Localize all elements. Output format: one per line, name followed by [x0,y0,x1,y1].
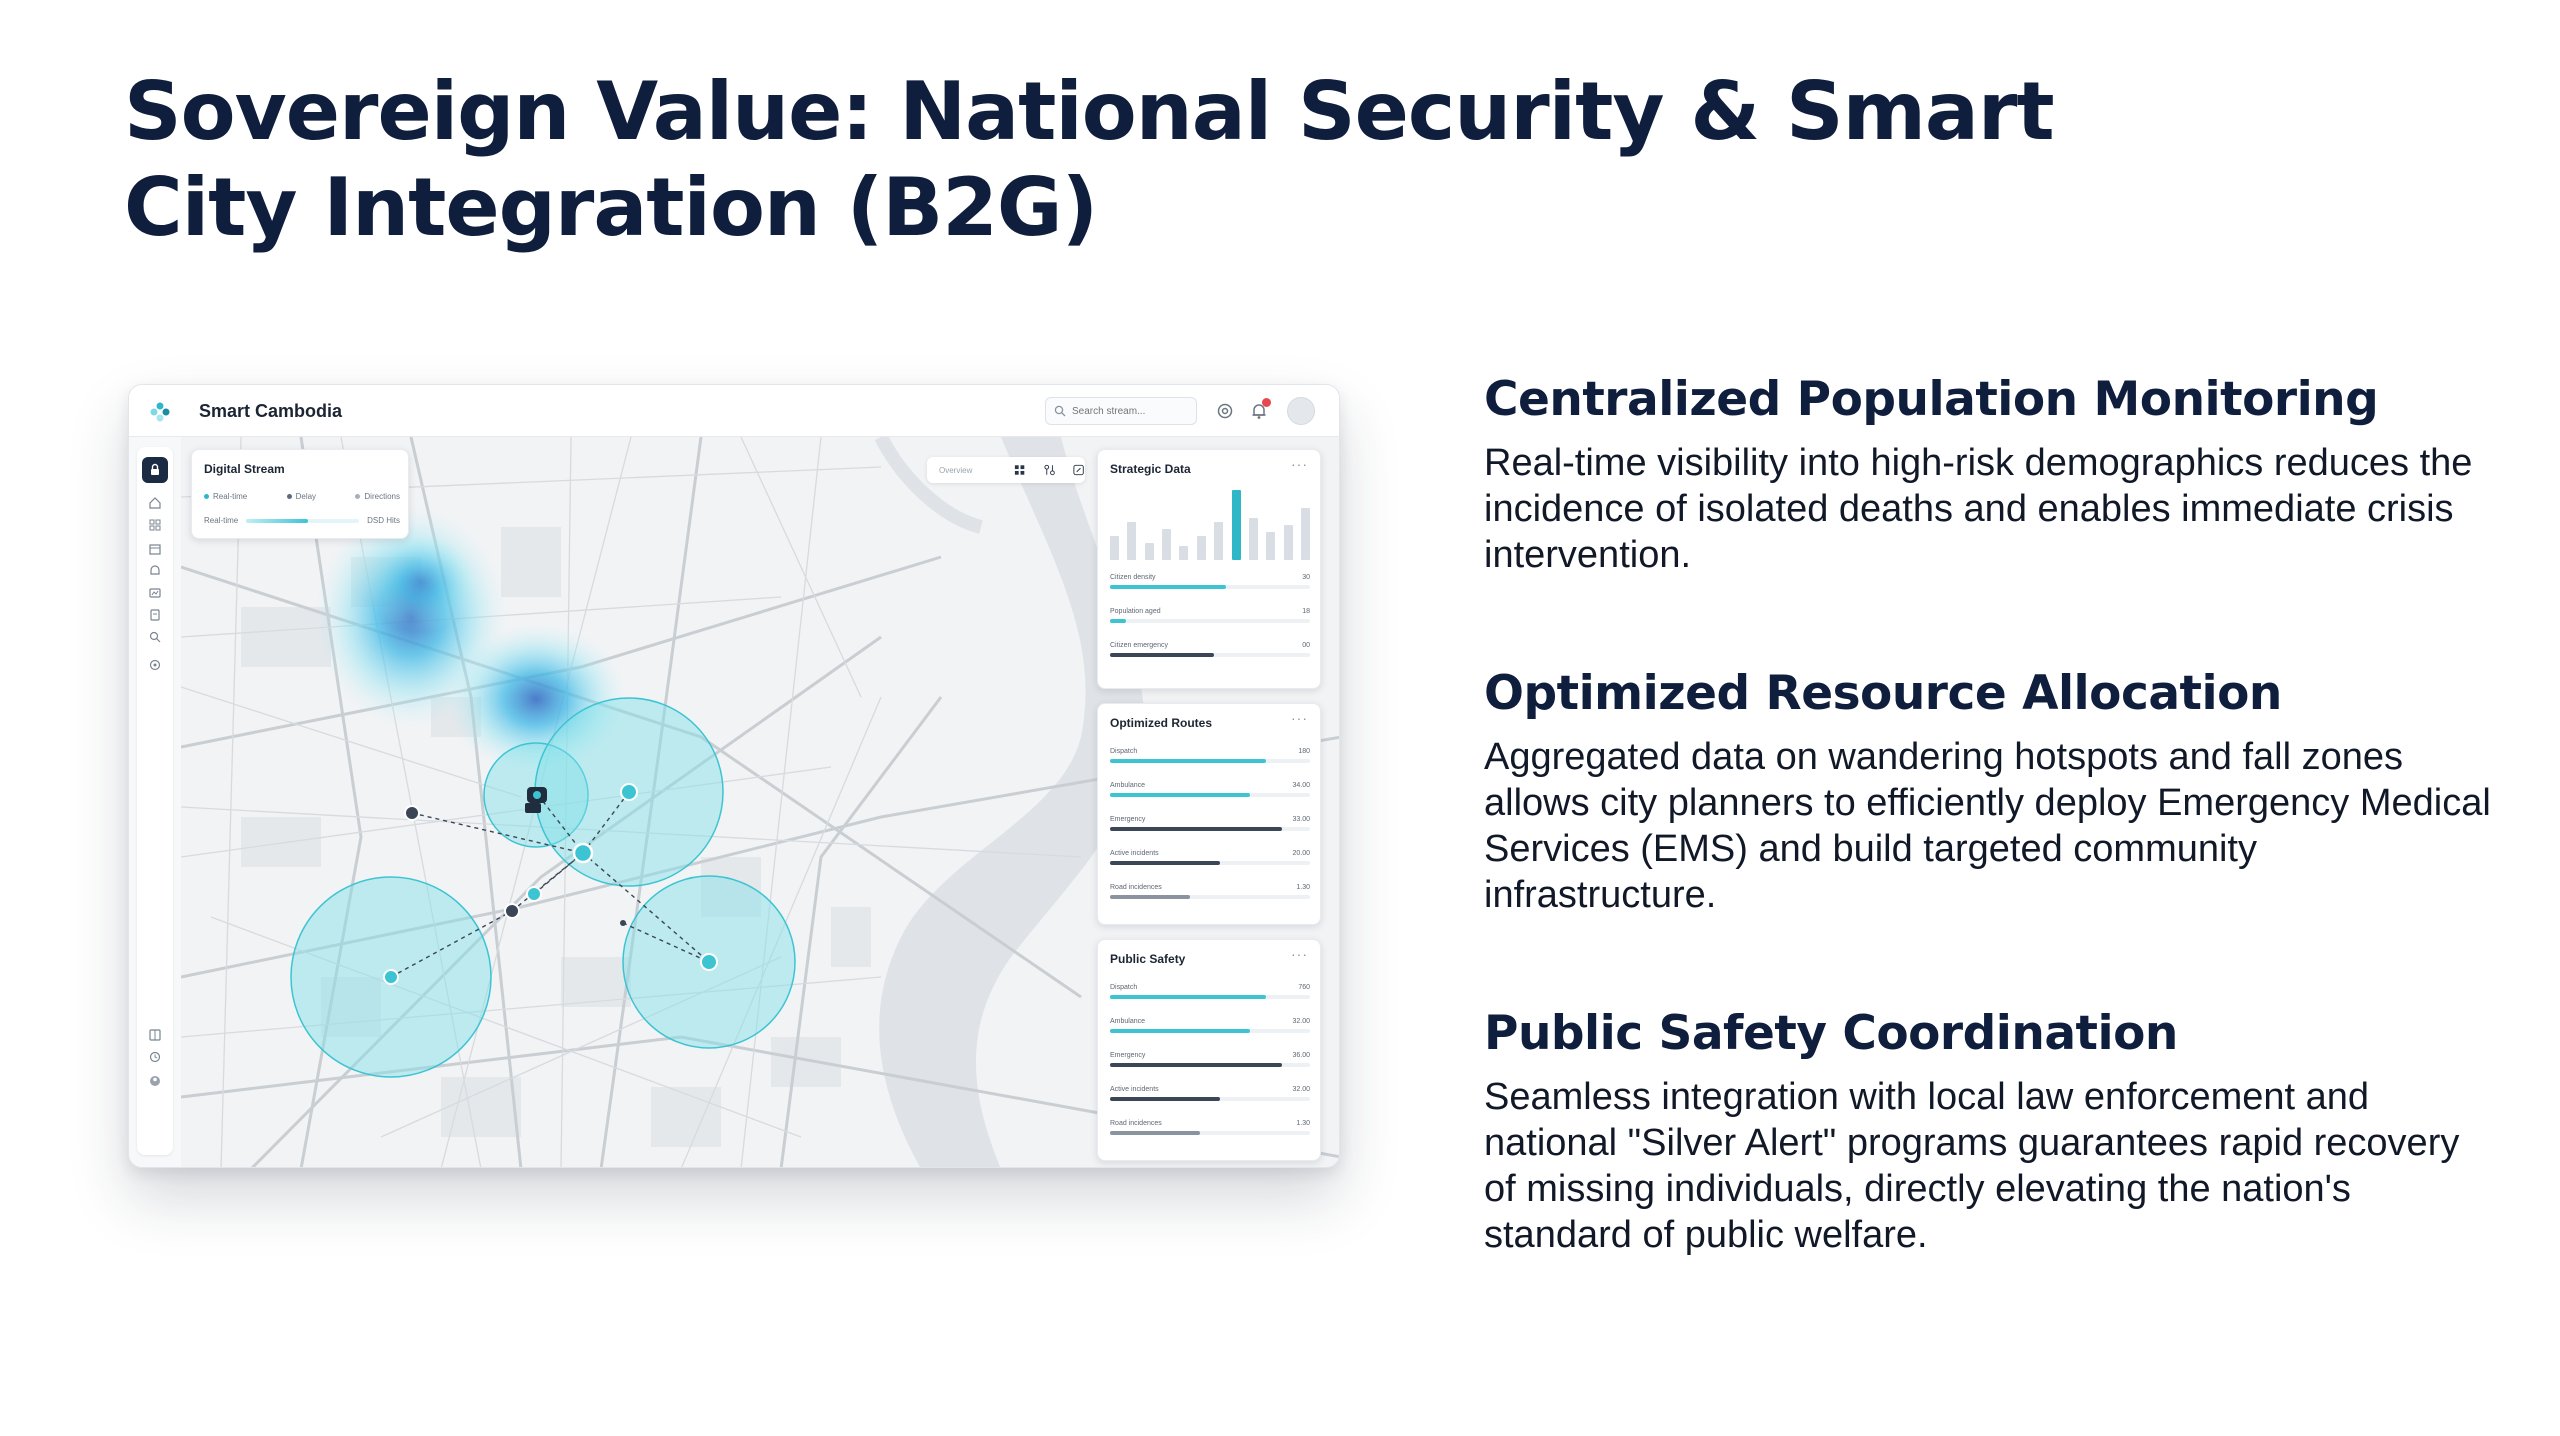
stream-card [191,449,409,539]
layers-icon[interactable] [145,1025,165,1045]
metric-bar [1110,585,1310,589]
metric-bar [1110,827,1310,831]
metric-bar-fill [1110,827,1282,831]
chart-bar [1179,546,1188,560]
top-bar [129,385,1339,437]
metric-bar [1110,1029,1310,1033]
chart-bar [1249,518,1258,560]
clock-icon[interactable] [145,1047,165,1067]
slider-left-label: Real-time [204,516,239,525]
lock-icon[interactable] [142,457,168,483]
metric-value: 32.00 [1292,1018,1310,1025]
metric-bar-fill [1110,861,1220,865]
metric-bar-fill [1110,1063,1282,1067]
avatar[interactable] [1287,397,1315,425]
dashboard-screenshot [128,384,1340,1168]
page-title: Sovereign Value: National Security & Smart City Integration (B2G) [124,65,2054,254]
metric-bar [1110,995,1310,999]
metric-label: Road incidences [1110,1120,1162,1127]
metric-bar-fill [1110,585,1226,589]
slider-right-label: DSD Hits [367,516,400,525]
metric-label: Ambulance [1110,1018,1146,1025]
metric-label: Dispatch [1110,748,1138,755]
metric-label: Citizen density [1110,574,1156,581]
feature-population-monitoring [1484,372,2494,578]
grid-view-icon[interactable] [1013,463,1026,477]
metric-bar-fill [1110,759,1266,763]
grid-icon[interactable] [145,515,165,535]
metric-bar-fill [1110,653,1214,657]
metric-bar [1110,1063,1310,1067]
metric-label: Emergency [1110,816,1146,823]
metric-value: 180 [1298,748,1310,755]
feature-heading: Optimized Resource Allocation [1484,666,2282,721]
metric-label: Active incidents [1110,1086,1159,1093]
metric-row [1110,850,1310,865]
metric-row [1110,816,1310,831]
gear-icon[interactable] [1215,401,1235,421]
public-safety-card-title: Public Safety [1110,952,1186,966]
metric-row [1110,642,1310,657]
metric-row [1110,1086,1310,1101]
chart-bar [1301,508,1310,561]
metric-label: Population aged [1110,608,1161,615]
metric-bar [1110,861,1310,865]
metric-value: 20.00 [1292,850,1310,857]
chart-bar [1127,522,1136,561]
calendar-icon[interactable] [145,539,165,559]
metric-row [1110,984,1310,999]
metric-row [1110,574,1310,589]
more-options-button[interactable]: ··· [1291,946,1308,962]
metric-bar-fill [1110,995,1266,999]
metric-row [1110,782,1310,797]
metric-bar-fill [1110,895,1190,899]
stream-card-title: Digital Stream [204,462,285,476]
strategic-bar-chart [1110,490,1310,560]
metric-bar [1110,1131,1310,1135]
chart-icon[interactable] [145,583,165,603]
chart-bar [1284,525,1293,560]
metric-value: 30 [1302,574,1310,581]
metric-label: Citizen emergency [1110,642,1168,649]
more-options-button[interactable]: ··· [1291,710,1308,726]
search-icon [1054,405,1066,417]
slider-track[interactable] [246,519,359,523]
chart-bar [1197,536,1206,561]
chart-bar [1110,536,1119,561]
legend-item: Delay [287,492,316,501]
optimized-routes-card [1097,703,1321,925]
legend-item: Real-time [204,492,247,501]
metric-bar [1110,1097,1310,1101]
public-safety-card [1097,939,1321,1161]
metric-bar-fill [1110,619,1126,623]
chart-bar [1145,543,1154,561]
filter-icon[interactable] [1043,463,1056,477]
metric-label: Road incidences [1110,884,1162,891]
settings-icon[interactable] [145,655,165,675]
metric-row [1110,1120,1310,1135]
slider-fill [246,519,308,523]
metric-row [1110,608,1310,623]
metric-bar [1110,895,1310,899]
expand-icon[interactable] [1072,463,1085,477]
more-options-button[interactable]: ··· [1291,456,1308,472]
metric-value: 18 [1302,608,1310,615]
logo-icon [149,401,171,423]
map-toolbar [927,457,1085,483]
search-input[interactable] [1072,406,1192,417]
document-icon[interactable] [145,605,165,625]
sidebar [137,447,173,1155]
metric-row [1110,884,1310,899]
search-icon[interactable] [145,627,165,647]
metric-label: Emergency [1110,1052,1146,1059]
metric-bar [1110,793,1310,797]
metric-value: 760 [1298,984,1310,991]
home-icon[interactable] [145,493,165,513]
feature-public-safety [1484,1006,2494,1258]
notification-badge [1262,398,1271,407]
metric-bar-fill [1110,793,1250,797]
metric-value: 1.30 [1296,884,1310,891]
chart-bar [1232,490,1241,560]
metric-bar-fill [1110,1131,1200,1135]
metric-row [1110,1052,1310,1067]
feature-body: Real-time visibility into high-risk demographics reduces the incidence of isolated deaths and enables immediate crisis intervention. [1484,442,2473,576]
feature-body: Seamless integration with local law enforcement and national "Silver Alert" programs guarantees rapid recovery of missing individuals, directly elevating the nation's standard of public welfare. [1484,1076,2460,1256]
user-icon[interactable] [145,1071,165,1091]
feature-heading: Centralized Population Monitoring [1484,372,2379,427]
metric-bar-fill [1110,1029,1250,1033]
metric-label: Active incidents [1110,850,1159,857]
metric-value: 34.00 [1292,782,1310,789]
metric-bar-fill [1110,1097,1220,1101]
metric-value: 36.00 [1292,1052,1310,1059]
stream-legend [204,492,400,501]
feature-body: Aggregated data on wandering hotspots and fall zones allows city planners to efficiently deploy Emergency Medical Services (EMS) and build targeted community infrastructure. [1484,736,2491,916]
legend-item: Directions [355,492,400,501]
feature-heading: Public Safety Coordination [1484,1006,2178,1061]
metric-value: 32.00 [1292,1086,1310,1093]
bell-icon[interactable] [145,561,165,581]
metric-bar [1110,653,1310,657]
metric-value: 33.00 [1292,816,1310,823]
stream-slider[interactable] [204,516,400,525]
optimized-card-title: Optimized Routes [1110,716,1213,730]
metric-bar [1110,619,1310,623]
metric-value: 00 [1302,642,1310,649]
strategic-data-card [1097,449,1321,689]
chart-bar [1214,522,1223,561]
metric-row [1110,1018,1310,1033]
map-view-label[interactable]: Overview [939,465,973,475]
app-title: Smart Cambodia [199,401,343,421]
feature-resource-allocation [1484,666,2494,918]
strategic-card-title: Strategic Data [1110,462,1191,476]
metric-value: 1.30 [1296,1120,1310,1127]
metric-row [1110,748,1310,763]
chart-bar [1266,532,1275,560]
metric-label: Ambulance [1110,782,1146,789]
chart-bar [1162,529,1171,561]
search-box[interactable] [1045,397,1197,425]
metric-label: Dispatch [1110,984,1138,991]
metric-bar [1110,759,1310,763]
